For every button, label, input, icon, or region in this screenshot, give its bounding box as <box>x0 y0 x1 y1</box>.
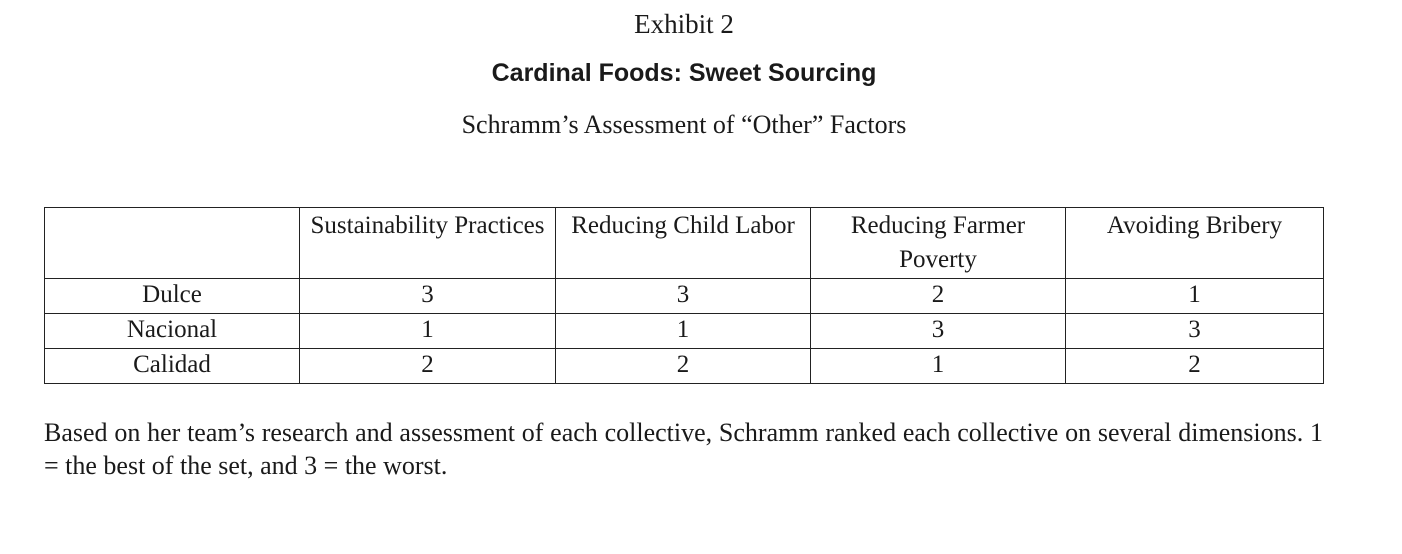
exhibit-label: Exhibit 2 <box>634 9 734 39</box>
ranking-table <box>44 207 1324 384</box>
column-header-farmer-poverty: Reducing Farmer Poverty <box>811 208 1066 279</box>
document-title: Cardinal Foods: Sweet Sourcing <box>491 59 877 87</box>
explanatory-note: Based on her team’s research and assessment of each collective, Schramm ranked each collective on several dimensions. 1 = the best of the set, and 3 = the worst. <box>44 418 1323 480</box>
table-cell: 1 <box>556 314 811 349</box>
table-cell: 3 <box>300 279 556 314</box>
table-cell: 2 <box>300 349 556 384</box>
row-label: Dulce <box>45 279 300 314</box>
table-cell: 2 <box>811 279 1066 314</box>
table-header-row <box>45 208 1324 279</box>
table-cell: 3 <box>556 279 811 314</box>
table-cell: 2 <box>1066 349 1324 384</box>
row-label: Calidad <box>45 349 300 384</box>
column-header-bribery: Avoiding Bribery <box>1066 208 1324 279</box>
table-cell: 1 <box>300 314 556 349</box>
table-corner-cell <box>45 208 300 279</box>
table-cell: 2 <box>556 349 811 384</box>
table-row <box>45 279 1324 314</box>
table-cell: 1 <box>1066 279 1324 314</box>
column-header-child-labor: Reducing Child Labor <box>556 208 811 279</box>
column-header-sustainability: Sustainability Practices <box>300 208 556 279</box>
table-cell: 1 <box>811 349 1066 384</box>
table-cell: 3 <box>1066 314 1324 349</box>
row-label: Nacional <box>45 314 300 349</box>
document-subtitle: Schramm’s Assessment of “Other” Factors <box>461 110 907 139</box>
table-row <box>45 349 1324 384</box>
table-cell: 3 <box>811 314 1066 349</box>
table-row <box>45 314 1324 349</box>
